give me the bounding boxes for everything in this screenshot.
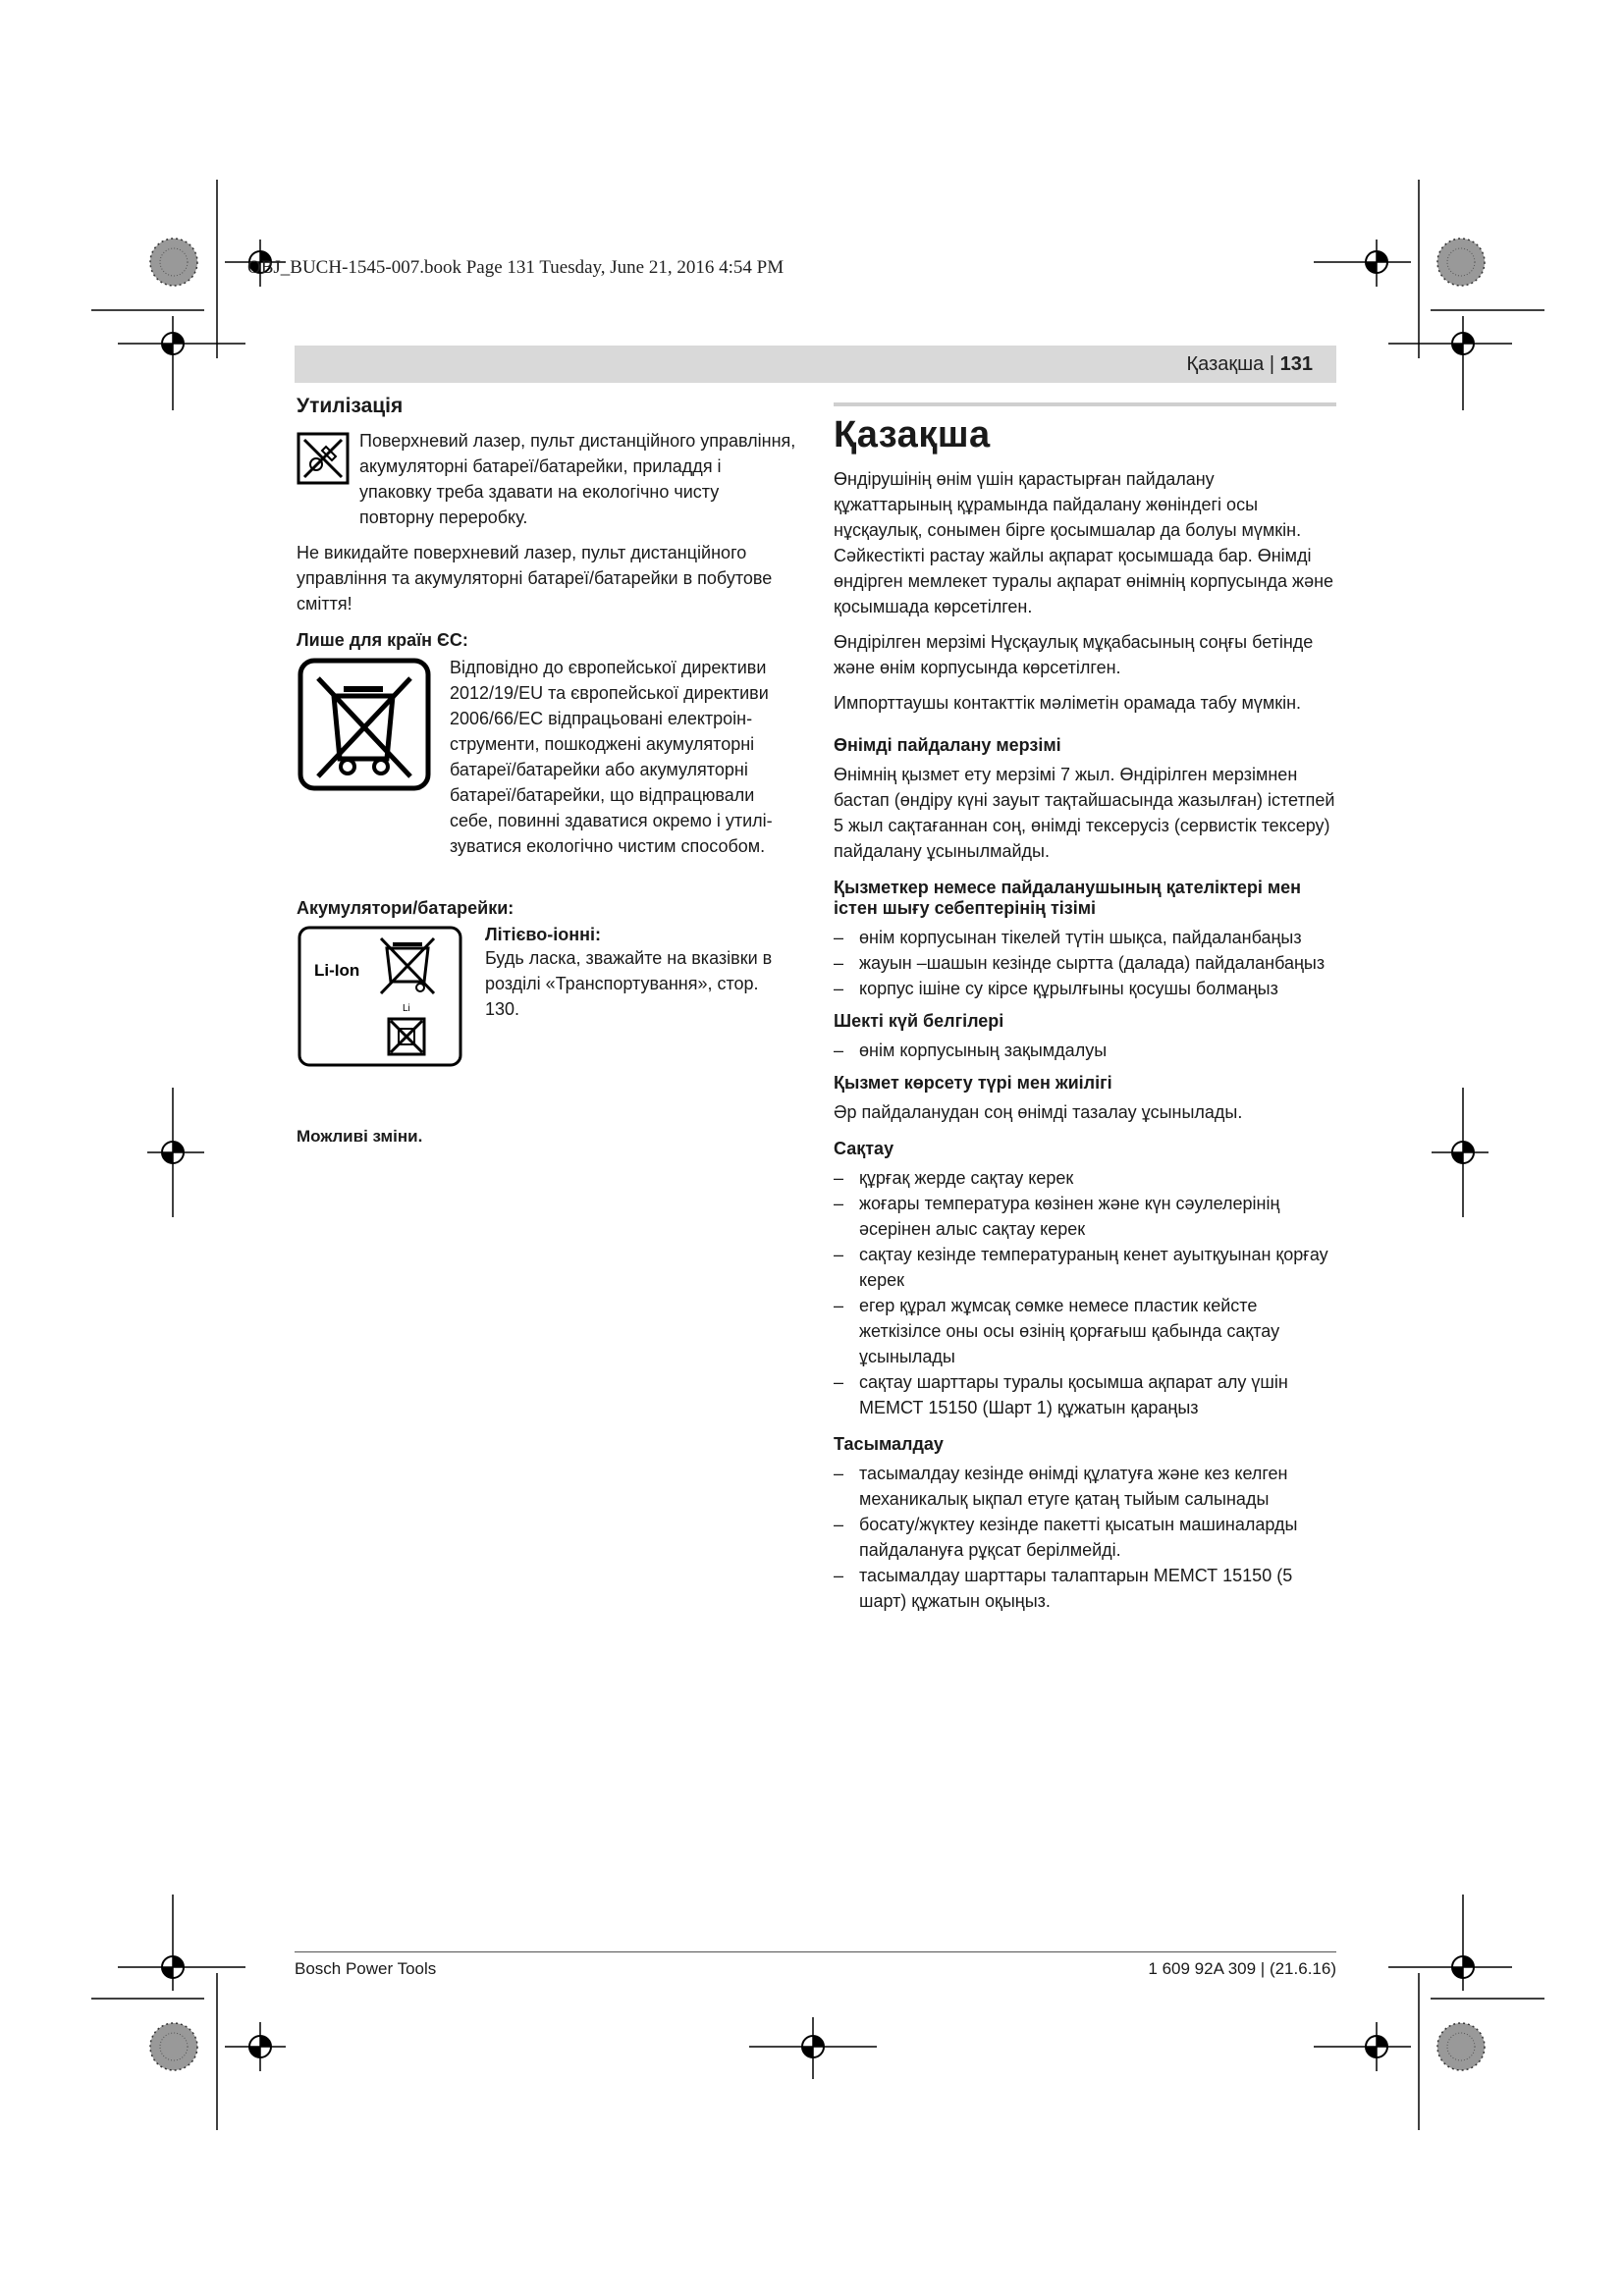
liion-badge-label: Li-Ion bbox=[314, 961, 360, 980]
list-item: – корпус ішіне су кірсе құрылғыны қосушы болмаңыз bbox=[834, 976, 1336, 1001]
running-header bbox=[295, 346, 1336, 383]
intro-paragraph-1: Өндірушінің өнім үшін қарастырған пайдалану құжаттарының құрамында пайдалану жөніндегі осы нұсқаулық, сонымен бірге қосымшалар да болуы мүмкін. Сәйкестікті растау жайлы ақпарат қосымшада бар. Өнімді өндірген мемлекет туралы ақпарат өнімнің корпусында және қосымшада көрсетілген. bbox=[834, 469, 1334, 616]
transport-heading: Тасымалдау bbox=[834, 1434, 944, 1454]
crossed-bin-icon bbox=[297, 657, 432, 792]
header-language: Қазақша bbox=[1186, 353, 1265, 375]
storage-heading: Сақтау bbox=[834, 1139, 894, 1158]
header-page-number: 131 bbox=[1279, 353, 1313, 375]
intro-paragraph-2: Өндірілген мерзімі Нұсқаулық мұқабасының соңғы бетінде және өнім корпусында көрсетілген. bbox=[834, 632, 1314, 677]
service-text: Әр пайдаланудан соң өнімді тазалау ұсынылады. bbox=[834, 1102, 1243, 1122]
list-item: – босату/жүктеу кезінде пакетті қысатын машиналарды пайдалануға рұқсат берілмейді. bbox=[834, 1512, 1336, 1563]
list-item: – өнім корпусының зақымдалуы bbox=[834, 1038, 1336, 1063]
list-item: – тасымалдау кезінде өнімді құлатуға және кез келген механикалық ықпал етуге қатаң тыйым салынады bbox=[834, 1461, 1336, 1512]
limit-list bbox=[834, 1038, 1336, 1063]
print-slug: OBJ_BUCH-1545-007.book Page 131 Tuesday, June 21, 2016 4:54 PM bbox=[247, 257, 785, 278]
eu-heading: Лише для країн ЄС: bbox=[297, 630, 468, 650]
liion-small-label: Li bbox=[403, 1003, 410, 1014]
lifetime-text: Өнімнің қызмет ету мерзімі 7 жыл. Өндірілген мерзімнен бастап (өндіру күні зауыт тақтайшасында жазылған) істетпей 5 жыл сақтағаннан соң, өнімді тексерусіз (сервистік тексеру) пайдалану ұсынылмайды. bbox=[834, 765, 1335, 861]
list-item: – сақтау шарттары туралы қосымша ақпарат алу үшін МЕМСТ 15150 (Шарт 1) құжатын қараңыз bbox=[834, 1369, 1336, 1420]
errors-list bbox=[834, 925, 1336, 1001]
eu-icon-row bbox=[297, 657, 797, 859]
list-item: – өнім корпусынан тікелей түтін шықса, пайдаланбаңыз bbox=[834, 925, 1336, 950]
lifetime-heading: Өнімді пайдалану мерзімі bbox=[834, 735, 1061, 755]
limit-heading: Шекті күй белгілері bbox=[834, 1011, 1004, 1031]
storage-list bbox=[834, 1165, 1336, 1420]
list-item: – сақтау кезінде температураның кенет ауытқуынан қорғау керек bbox=[834, 1242, 1336, 1293]
batteries-heading: Акумулятори/батарейки: bbox=[297, 898, 514, 918]
liion-row bbox=[297, 925, 797, 1068]
header-separator: | bbox=[1269, 353, 1275, 375]
intro-paragraph-3: Импорттаушы контакттік мәліметін орамада табу мүмкін. bbox=[834, 693, 1302, 713]
disposal-warning: Не викидайте поверхневий лазер, пульт дистанційного управління та акумуляторні батареї/батарейки в побутове сміття! bbox=[297, 543, 773, 614]
list-item: – жауын –шашын кезінде сыртта (далада) пайдаланбаңыз bbox=[834, 950, 1336, 976]
liion-battery-icon bbox=[297, 925, 463, 1068]
transport-list bbox=[834, 1461, 1336, 1614]
disposal-icon-text: Поверхневий лазер, пульт дистанційного управління, акумуляторні батареї/батарейки, приладдя і упаковку треба здавати на екологічно чисту повторну переробку. bbox=[359, 431, 796, 527]
list-item: – егер құрал жұмсақ сөмке немесе пластик кейсте жеткізілсе оны осы өзінің қорғағыш қабында сақтау ұсынылады bbox=[834, 1293, 1336, 1369]
header-text bbox=[1187, 353, 1313, 376]
errors-heading: Қызметкер немесе пайдаланушының қателіктері мен істен шығу себептерінің тізімі bbox=[834, 878, 1302, 918]
changes-note: Можливі зміни. bbox=[297, 1127, 423, 1146]
section-title: Қазақша bbox=[834, 414, 991, 455]
right-column bbox=[834, 402, 1336, 1624]
liion-text-block bbox=[485, 925, 797, 1022]
left-column bbox=[297, 395, 797, 1152]
list-item: – тасымалдау шарттары талаптарын МЕМСТ 15150 (5 шарт) құжатын оқыңыз. bbox=[834, 1563, 1336, 1614]
eu-directive-text: Відповідно до європейської директиви 2012/19/EU та європейської директиви 2006/66/EC відпрацьовані електроін-струменти, пошкоджені акумуляторні батареї/батарейки або акумуляторні батареї/батарейки, що відпрацювали себе, повинні здаватися окремо і утилі-зуватися екологічно чистим способом. bbox=[450, 658, 773, 856]
liion-heading: Літієво-іонні: bbox=[485, 925, 601, 944]
list-item: – құрғақ жерде сақтау керек bbox=[834, 1165, 1336, 1191]
disposal-icon-row bbox=[297, 428, 797, 530]
footer-brand: Bosch Power Tools bbox=[295, 1959, 437, 1978]
service-heading: Қызмет көрсету түрі мен жиілігі bbox=[834, 1073, 1112, 1093]
disposal-heading: Утилізація bbox=[297, 395, 404, 417]
list-item: – жоғары температура көзінен және күн сәулелерінің әсерінен алыс сақтау керек bbox=[834, 1191, 1336, 1242]
footer-rule bbox=[295, 1951, 1336, 1952]
recycle-tools-icon bbox=[297, 432, 350, 485]
liion-text: Будь ласка, зважайте на вказівки в розділі «Транспортування», стор. 130. bbox=[485, 948, 773, 1019]
footer-code: 1 609 92A 309 | (21.6.16) bbox=[1148, 1959, 1336, 1978]
